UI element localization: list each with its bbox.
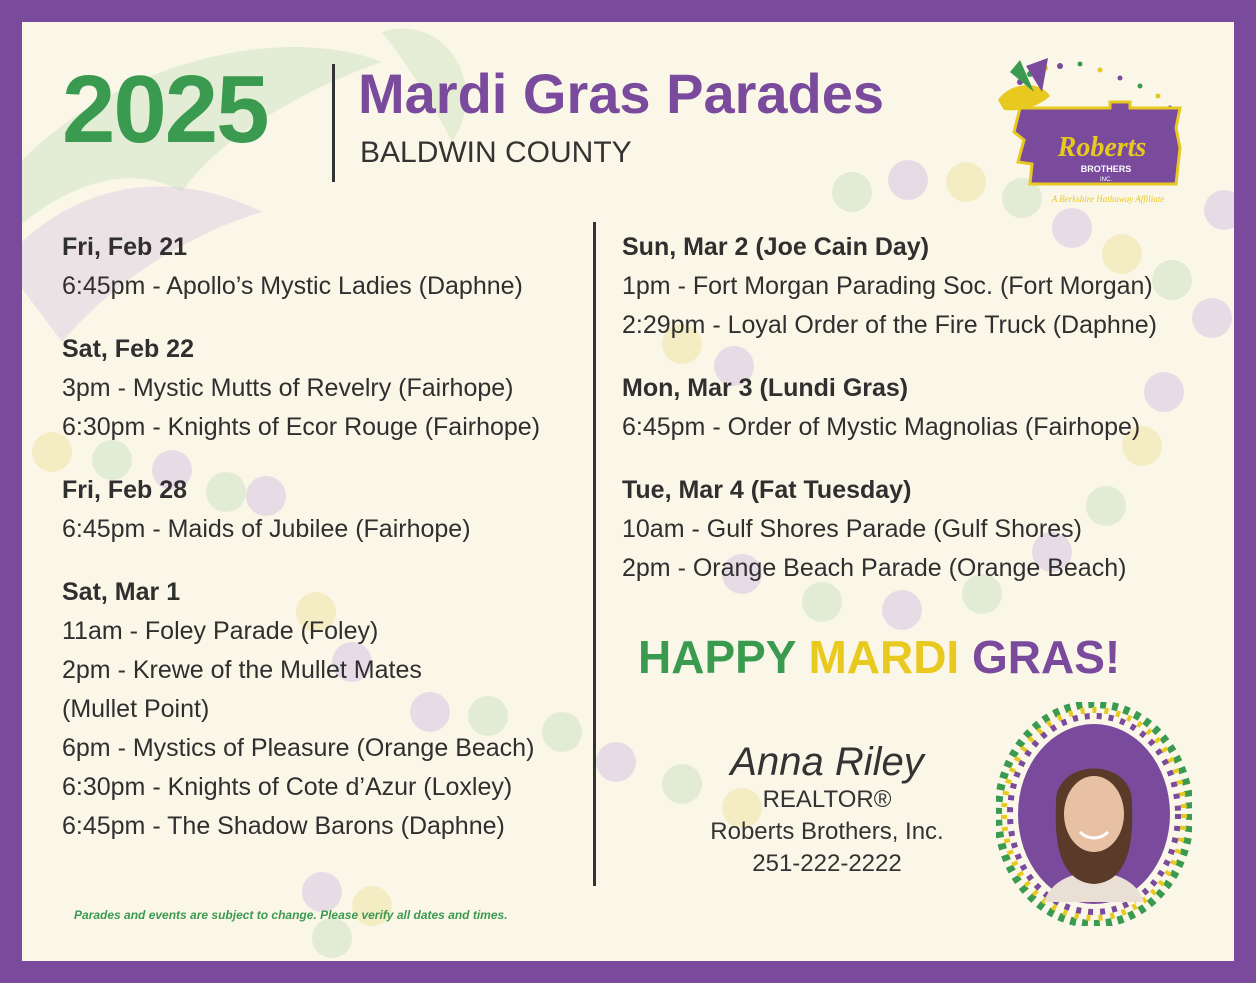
parade-event: 10am - Gulf Shores Parade (Gulf Shores) [622, 515, 1082, 543]
parade-event: 2pm - Orange Beach Parade (Orange Beach) [622, 554, 1127, 582]
year-heading: 2025 [62, 56, 268, 163]
logo-tagline: A Berkshire Hathaway Affiliate [1051, 194, 1165, 204]
day-block [62, 471, 602, 549]
greeting-word-mardi: MARDI [808, 631, 960, 683]
day-heading: Sun, Mar 2 (Joe Cain Day) [622, 233, 930, 261]
logo-brothers: BROTHERS [1080, 164, 1132, 174]
day-block [622, 369, 1222, 447]
flyer [22, 22, 1234, 961]
day-heading: Fri, Feb 21 [62, 233, 188, 261]
day-heading: Tue, Mar 4 (Fat Tuesday) [622, 476, 912, 504]
agent-title: REALTOR® [762, 786, 892, 813]
parade-event: 1pm - Fort Morgan Parading Soc. (Fort Morgan) [622, 272, 1153, 300]
parade-event: 6:45pm - Order of Mystic Magnolias (Fairhope) [622, 413, 1141, 441]
greeting-word-gras: GRAS! [971, 631, 1121, 683]
page-title: Mardi Gras Parades [358, 62, 885, 125]
day-block [622, 228, 1222, 345]
day-block [62, 573, 602, 846]
agent-name: Anna Riley [730, 740, 924, 784]
greeting-word-happy: HAPPY [638, 631, 796, 683]
logo-wordmark: Roberts [1057, 132, 1147, 163]
agent-phone: 251-222-2222 [752, 850, 902, 877]
column-divider [593, 222, 596, 886]
parade-event: 6:45pm - The Shadow Barons (Daphne) [62, 812, 505, 840]
parade-event: 3pm - Mystic Mutts of Revelry (Fairhope) [62, 374, 514, 402]
schedule-left-column [62, 228, 602, 870]
title-divider [332, 64, 335, 182]
day-heading: Mon, Mar 3 (Lundi Gras) [622, 374, 909, 402]
agent-company: Roberts Brothers, Inc. [710, 818, 944, 845]
agent-photo [996, 702, 1192, 926]
day-heading: Sat, Feb 22 [62, 335, 194, 363]
agent-card [682, 740, 972, 880]
day-block [622, 471, 1222, 588]
mardi-gras-mask-icon [998, 58, 1173, 111]
parade-event: 6:30pm - Knights of Cote d’Azur (Loxley) [62, 773, 513, 801]
parade-event: 2:29pm - Loyal Order of the Fire Truck (Daphne) [622, 311, 1157, 339]
day-heading: Sat, Mar 1 [62, 578, 181, 606]
roberts-brothers-logo [990, 52, 1196, 210]
disclaimer: Parades and events are subject to change. Please verify all dates and times. [74, 908, 508, 922]
logo-inc: INC. [1100, 177, 1112, 183]
parade-event: 6:30pm - Knights of Ecor Rouge (Fairhope) [62, 413, 541, 441]
day-block [62, 228, 602, 306]
day-heading: Fri, Feb 28 [62, 476, 188, 504]
parade-event: 6:45pm - Apollo’s Mystic Ladies (Daphne) [62, 272, 523, 300]
parade-event: 6:45pm - Maids of Jubilee (Fairhope) [62, 515, 471, 543]
day-block [62, 330, 602, 447]
happy-mardi-gras-greeting [638, 631, 1121, 683]
schedule-right-column [622, 228, 1222, 612]
page-subtitle: BALDWIN COUNTY [360, 136, 632, 169]
parade-event: 2pm - Krewe of the Mullet Mates (Mullet Point) [62, 656, 422, 723]
parade-event: 6pm - Mystics of Pleasure (Orange Beach) [62, 734, 535, 762]
parade-event: 11am - Foley Parade (Foley) [62, 617, 379, 645]
